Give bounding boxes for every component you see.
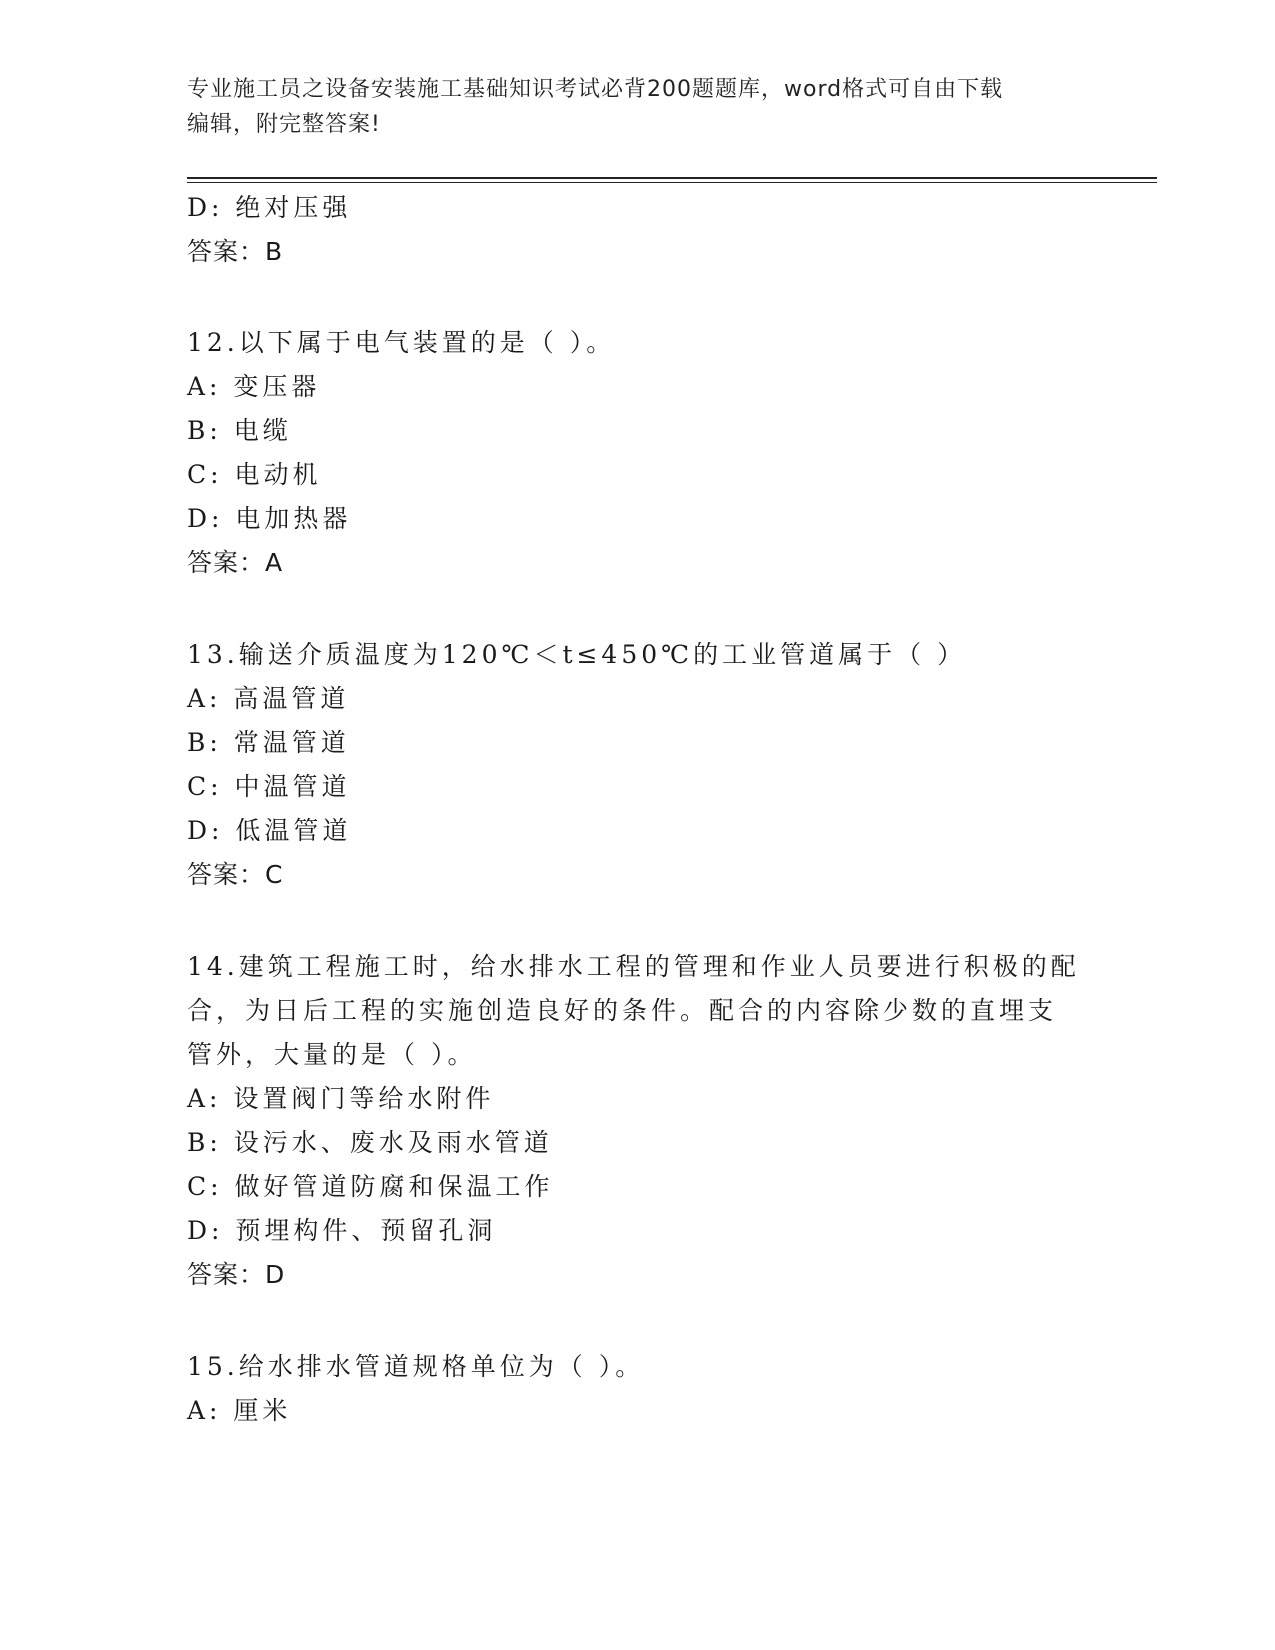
q13-option-d: D: 低温管道 (187, 816, 352, 845)
header-line-2: 编辑，附完整答案! (187, 112, 381, 137)
q13-option-c: C: 中温管道 (187, 772, 351, 801)
q15-stem: 15.给水排水管道规格单位为（ ）。 (187, 1352, 645, 1381)
q13-answer: 答案：C (187, 860, 284, 889)
q13-option-a: A: 高温管道 (187, 684, 350, 713)
q14-option-d: D: 预埋构件、预留孔洞 (187, 1216, 497, 1245)
q14-stem-line-3: 管外，大量的是（ ）。 (187, 1040, 477, 1069)
q13-option-b: B: 常温管道 (187, 728, 350, 757)
q15-option-a: A: 厘米 (187, 1396, 292, 1425)
q12-option-d: D: 电加热器 (187, 504, 352, 533)
q14-stem-line-1: 14.建筑工程施工时，给水排水工程的管理和作业人员要进行积极的配 (187, 952, 1080, 981)
q12-option-c: C: 电动机 (187, 460, 322, 489)
q13-stem: 13.输送介质温度为120℃＜t≤450℃的工业管道属于（ ） (187, 640, 967, 669)
q14-stem-line-2: 合，为日后工程的实施创造良好的条件。配合的内容除少数的直埋支 (187, 996, 1058, 1025)
q14-option-a: A: 设置阀门等给水附件 (187, 1084, 495, 1113)
q12-option-a: A: 变压器 (187, 372, 321, 401)
q12-answer: 答案：A (187, 548, 284, 577)
q11-answer: 答案：B (187, 237, 284, 266)
header-divider-thin (187, 182, 1157, 183)
q14-option-c: C: 做好管道防腐和保温工作 (187, 1172, 554, 1201)
q14-answer: 答案：D (187, 1260, 286, 1289)
q11-option-d: D: 绝对压强 (187, 193, 352, 222)
q12-stem: 12.以下属于电气装置的是（ ）。 (187, 328, 616, 357)
header-divider-thick (187, 177, 1157, 179)
header-line-1: 专业施工员之设备安装施工基础知识考试必背200题题库，word格式可自由下载 (187, 77, 1004, 102)
q12-option-b: B: 电缆 (187, 416, 292, 445)
q14-option-b: B: 设污水、废水及雨水管道 (187, 1128, 553, 1157)
document-header (187, 72, 1087, 142)
